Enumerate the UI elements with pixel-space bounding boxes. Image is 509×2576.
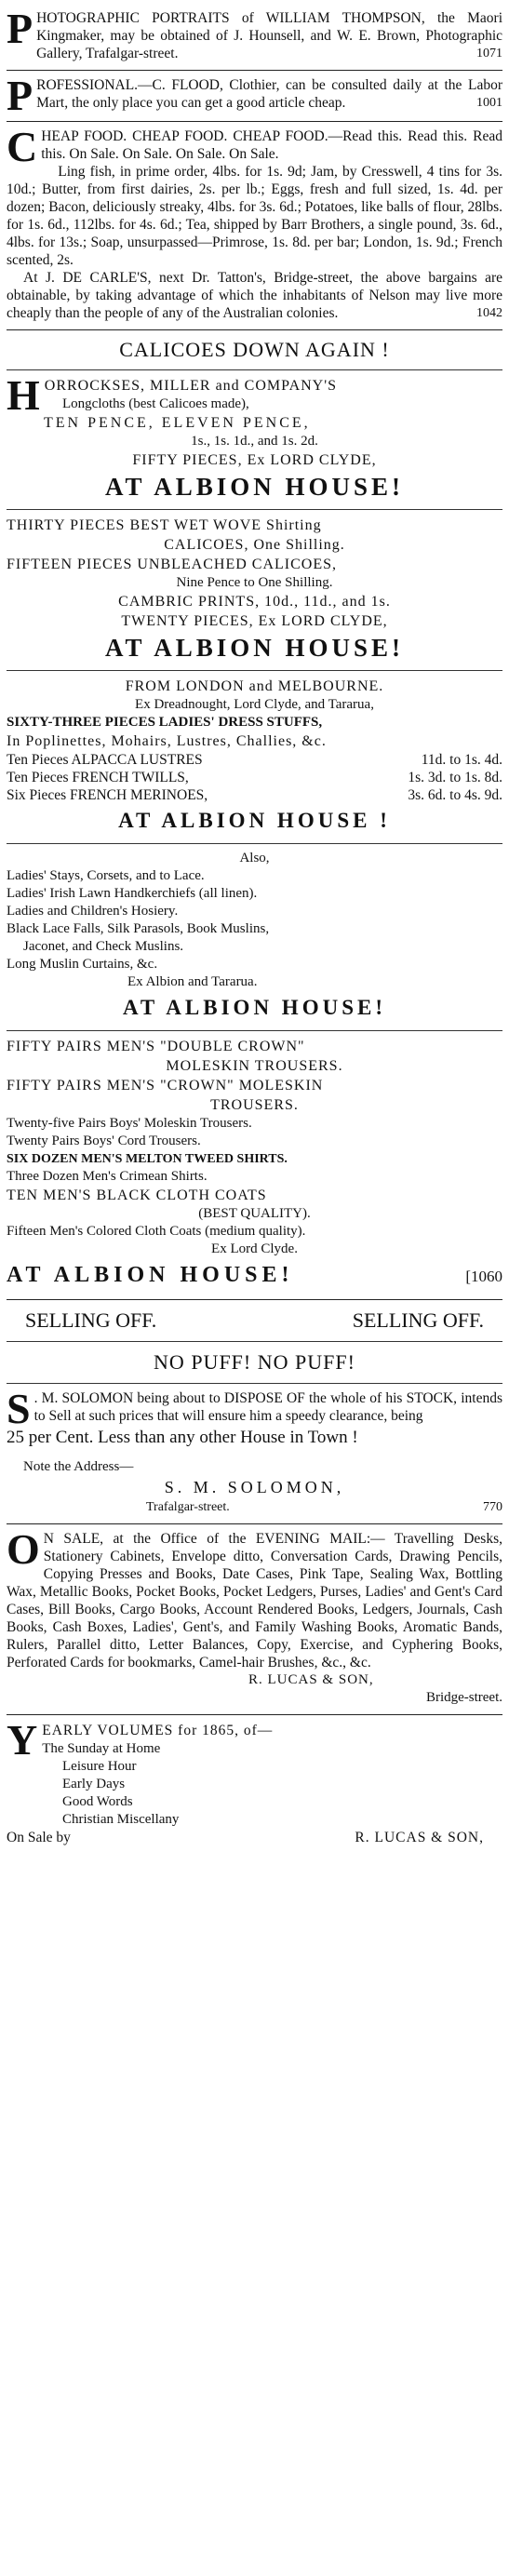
- ad-line: MOLESKIN TROUSERS.: [166, 1058, 343, 1074]
- solomon-street: Trafalgar-street.: [146, 1500, 230, 1514]
- ad-line: Ex Dreadnought, Lord Clyde, and Tararua,: [135, 697, 374, 712]
- ad-line: ORROCKSES, MILLER and COMPANY'S: [44, 378, 338, 394]
- on-sale-by: On Sale by: [7, 1830, 71, 1845]
- ad-line: FIFTY PAIRS MEN'S "CROWN" MOLESKIN: [7, 1078, 324, 1093]
- divider: [7, 329, 502, 330]
- price-value: 3s. 6d. to 4s. 9d.: [408, 787, 502, 803]
- divider: [7, 1383, 502, 1384]
- ad-line: FIFTEEN PIECES UNBLEACHED CALICOES,: [7, 557, 338, 572]
- ad-professional: [7, 72, 502, 119]
- ad-text: N SALE, at the Office of the EVENING MAIL:— Travelling Desks, Stationery Cabinets, Envelope ditto, Conversation Cards, Drawing Pencils, Copying Presses and Books, Date Cases, Pink Tape, Sealing Wax, Bottling Wax, Metallic Books, Pocket Books, Pocket Ledgers, Purses, Ladies' and Gent's Card Cases, Bill Books, Cargo Books, Account Rendered Books, Ledgers, Journals, Cash Books, Cash Boxes, Ladies', Gent's, and Family Washing Books, Aromatic Bands, Rulers, Parallel ditto, Letter Balances, Copy, Exercise, and Cyphering Books, Perforated Cards for bookmarks, Camel-hair Brushes, &c., &c.: [7, 1531, 502, 1670]
- ad-number: [1060: [465, 1268, 502, 1285]
- divider: [7, 1030, 502, 1031]
- divider: [7, 121, 502, 122]
- ad-line: THIRTY PIECES BEST WET WOVE Shirting: [7, 517, 322, 533]
- divider: [7, 1341, 502, 1342]
- ad-lucas-on-sale: [7, 1525, 502, 1707]
- at-albion-house: AT ALBION HOUSE!: [7, 1263, 294, 1287]
- ad-number: 1042: [476, 306, 502, 320]
- ad-line: CAMBRIC PRINTS, 10d., 11d., and 1s.: [118, 594, 391, 610]
- drop-cap: Y: [7, 1716, 39, 1764]
- ad-body: Ling fish, in prime order, 4lbs. for 1s. 9d; Jam, by Cresswell, 4 tins for 3s. 10d.; Butter, from first dairies, 2s. per lb.; Eggs, fresh and full sized, 1s. 4d. per dozen; Bacon, deliciously streaky, 4lbs. for 3s. 6d.; Potatoes, like balls of flour, 28lbs. for 1s. 6d., 112lbs. for 4s. 6d.; Tea, shipped by Barr Brothers, a single pound, 3s. 6d., 4lbs. for 13s.; Soap, unsurpassed—Primrose, 1s. 8d. per bar; London, 1s. 9d.; French scented, 2s.: [7, 164, 502, 268]
- at-albion-house: AT ALBION HOUSE!: [104, 473, 405, 501]
- list-item: Black Lace Falls, Silk Parasols, Book Muslins,: [7, 921, 270, 936]
- list-item: Ladies' Irish Lawn Handkerchiefs (all linen).: [7, 886, 258, 901]
- volume-title: Christian Miscellany: [62, 1812, 180, 1827]
- price-item: Six Pieces FRENCH MERINOES,: [7, 787, 208, 803]
- ad-number: 1001: [476, 96, 502, 110]
- ad-photographic-portraits: [7, 5, 502, 62]
- ad-line: CALICOES, One Shilling.: [164, 537, 345, 553]
- list-item: Ladies and Children's Hosiery.: [7, 904, 179, 919]
- ad-line: FIFTY PIECES, Ex LORD CLYDE,: [132, 452, 377, 468]
- signer-street: Bridge-street.: [425, 1690, 502, 1705]
- price-row: [7, 751, 502, 769]
- price-value: 1s. 3d. to 1s. 8d.: [408, 770, 502, 785]
- selling-off: SELLING OFF.: [25, 1308, 157, 1332]
- signer: R. LUCAS & SON,: [248, 1672, 374, 1687]
- ad-solomon: [7, 1306, 502, 1516]
- drop-cap: H: [7, 371, 41, 419]
- ad-line: Twenty-five Pairs Boys' Moleskin Trousers.: [7, 1116, 252, 1131]
- ad-line: SIXTY-THREE PIECES LADIES' DRESS STUFFS,: [7, 715, 323, 730]
- drop-cap: S: [7, 1385, 31, 1432]
- ad-line: Nine Pence to One Shilling.: [176, 575, 333, 590]
- ad-line: SIX DOZEN MEN'S MELTON TWEED SHIRTS.: [7, 1152, 288, 1166]
- ad-heading: HEAP FOOD. CHEAP FOOD. CHEAP FOOD.—Read this. Read this. Read this. On Sale. On Sale. On Sale. On Sale.: [41, 128, 502, 162]
- no-puff: NO PUFF! NO PUFF!: [154, 1350, 355, 1374]
- divider: [7, 369, 502, 370]
- ad-heading: EARLY VOLUMES for 1865, of—: [42, 1723, 274, 1738]
- at-albion-house: AT ALBION HOUSE!: [104, 634, 405, 662]
- ad-line: TWENTY PIECES, Ex LORD CLYDE,: [121, 613, 388, 629]
- divider: [7, 70, 502, 71]
- ad-number: 770: [483, 1500, 502, 1514]
- ad-line: TEN PENCE, ELEVEN PENCE,: [44, 415, 311, 431]
- ad-number: 1071: [476, 47, 502, 60]
- note-address: Note the Address—: [23, 1459, 134, 1474]
- divider: [7, 843, 502, 844]
- price-item: Ten Pieces ALPACCA LUSTRES: [7, 752, 203, 768]
- headline: CALICOES DOWN AGAIN !: [119, 338, 390, 361]
- ad-body: At J. DE CARLE'S, next Dr. Tatton's, Bridge-street, the above bargains are obtainable, by taking advantage of which the inhabitants of Nelson may live more cheaply than the people of any of the Australian colonies.: [7, 270, 502, 321]
- divider: [7, 1523, 502, 1524]
- divider: [7, 670, 502, 671]
- volume-title: Early Days: [62, 1777, 126, 1791]
- ad-line: TEN MEN'S BLACK CLOTH COATS: [7, 1187, 267, 1203]
- price-list: [7, 751, 502, 804]
- ad-text: ROFESSIONAL.—C. FLOOD, Clothier, can be consulted daily at the Labor Mart, the only place you can get a good article cheap.: [36, 77, 502, 111]
- percent-line: 25 per Cent. Less than any other House in Town !: [7, 1428, 358, 1447]
- price-value: 11d. to 1s. 4d.: [421, 752, 502, 768]
- volume-title: Leisure Hour: [62, 1759, 137, 1774]
- ad-line: FROM LONDON and MELBOURNE.: [125, 678, 384, 694]
- ad-line: FIFTY PAIRS MEN'S "DOUBLE CROWN": [7, 1039, 305, 1054]
- drop-cap: P: [7, 72, 33, 119]
- divider: [7, 509, 502, 510]
- ad-line: Also,: [239, 851, 270, 865]
- price-row: [7, 769, 502, 786]
- at-albion-house: AT ALBION HOUSE !: [118, 809, 391, 832]
- ad-line: In Poplinettes, Mohairs, Lustres, Challies, &c.: [7, 733, 327, 749]
- solomon-name: S. M. SOLOMON,: [164, 1478, 345, 1496]
- ad-line: Twenty Pairs Boys' Cord Trousers.: [7, 1134, 201, 1148]
- volume-title: The Sunday at Home: [42, 1741, 161, 1756]
- list-item: Jaconet, and Check Muslins.: [23, 939, 184, 954]
- ad-line: Ex Albion and Tararua.: [127, 974, 258, 989]
- ad-text: . M. SOLOMON being about to DISPOSE OF the whole of his STOCK, intends to Sell at such prices that will ensure him a speedy clearance, being: [33, 1390, 502, 1424]
- ad-line: TROUSERS.: [210, 1097, 299, 1113]
- drop-cap: C: [7, 123, 38, 170]
- ad-line: Fifteen Men's Colored Cloth Coats (medium quality).: [7, 1224, 306, 1239]
- ad-line: 1s., 1s. 1d., and 1s. 2d.: [191, 434, 318, 449]
- newspaper-column: [7, 0, 502, 1846]
- ad-line: Longcloths (best Calicoes made),: [62, 396, 249, 411]
- ad-albion-house: [7, 336, 502, 1292]
- ad-line: Three Dozen Men's Crimean Shirts.: [7, 1169, 208, 1184]
- ad-yearly-volumes: [7, 1716, 502, 1846]
- list-item: Ladies' Stays, Corsets, and to Lace.: [7, 868, 205, 883]
- signer: R. LUCAS & SON,: [355, 1830, 484, 1845]
- divider: [7, 1299, 502, 1300]
- selling-off: SELLING OFF.: [352, 1308, 484, 1332]
- at-albion-house: AT ALBION HOUSE!: [123, 996, 386, 1019]
- volume-title: Good Words: [62, 1794, 133, 1809]
- ad-cheap-food: [7, 123, 502, 322]
- drop-cap: O: [7, 1525, 40, 1573]
- price-row: [7, 786, 502, 804]
- drop-cap: P: [7, 5, 33, 52]
- ad-text: HOTOGRAPHIC PORTRAITS of WILLIAM THOMPSON, the Maori Kingmaker, may be obtained of J. Hounsell, and W. E. Brown, Photographic Gallery, Trafalgar-street.: [36, 10, 502, 61]
- price-item: Ten Pieces FRENCH TWILLS,: [7, 770, 189, 785]
- list-item: Long Muslin Curtains, &c.: [7, 957, 158, 972]
- divider: [7, 1714, 502, 1715]
- ad-line: Ex Lord Clyde.: [211, 1241, 298, 1256]
- ad-line: (BEST QUALITY).: [198, 1206, 311, 1221]
